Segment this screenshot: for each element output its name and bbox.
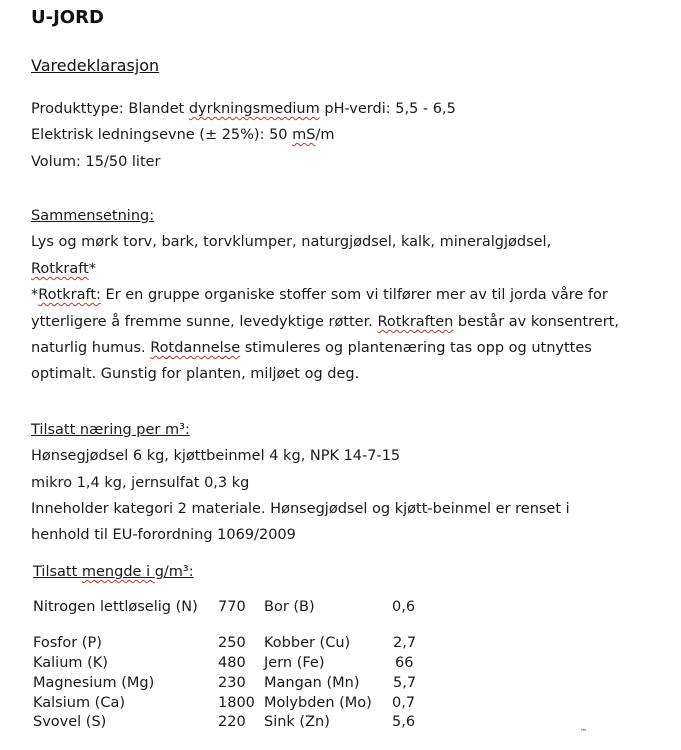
nutrient-name: Fosfor (P) [33, 635, 102, 651]
added-nutrition-line: henhold til EU-forordning 1069/2009 [31, 527, 296, 543]
nutrient-value: 0,6 [392, 599, 416, 615]
nutrient-value: 2,7 [393, 635, 417, 651]
spec-product-type: Produkttype: Blandet dyrkningsmedium pH-verdi: 5,5 - 6,5 [31, 101, 456, 117]
section-title-declaration: Varedeklarasjon [31, 56, 160, 75]
spellcheck-word: mS [292, 127, 316, 143]
composition-line: *Rotkraft: Er en gruppe organiske stoffer som vi tilfører mer av til jorda våre for [31, 287, 608, 303]
trademark-mark: ™ [580, 728, 587, 736]
nutrient-name: Sink (Zn) [264, 714, 330, 730]
nutrient-name: Svovel (S) [33, 714, 107, 730]
spellcheck-word: mengde i [81, 564, 155, 580]
added-nutrition-line: mikro 1,4 kg, jernsulfat 0,3 kg [31, 475, 250, 491]
nutrient-name: Molybden (Mo) [264, 695, 372, 711]
nutrient-name: Nitrogen lettløselig (N) [33, 599, 198, 615]
nutrient-value: 220 [218, 714, 246, 730]
nutrient-value: 0,7 [392, 695, 416, 711]
composition-heading: Sammensetning: [31, 208, 155, 224]
nutrient-value: 770 [218, 599, 246, 615]
composition-line: Lys og mørk torv, bark, torvklumper, naturgjødsel, kalk, mineralgjødsel, [31, 234, 552, 250]
spellcheck-word: Rotkraft: [38, 287, 101, 303]
nutrient-name: Kalium (K) [33, 655, 108, 671]
nutrient-name: Mangan (Mn) [264, 675, 360, 691]
spellcheck-word: Rotkraft [31, 261, 89, 277]
spellcheck-word: Rotkraften [377, 314, 454, 330]
added-nutrition-line: Inneholder kategori 2 materiale. Hønsegjødsel og kjøtt-beinmel er renset i [31, 501, 570, 517]
nutrient-name: Magnesium (Mg) [33, 675, 155, 691]
composition-line: naturlig humus. Rotdannelse stimuleres og plantenæring tas opp og utnyttes [31, 340, 592, 356]
spellcheck-word: dyrkningsmedium [188, 101, 320, 117]
nutrient-name: Jern (Fe) [264, 655, 325, 671]
amounts-heading: Tilsatt mengde i g/m³: [33, 564, 194, 580]
composition-line: Rotkraft* [31, 261, 97, 277]
spec-conductivity: Elektrisk ledningsevne (± 25%): 50 mS/m [31, 127, 335, 143]
composition-line: ytterligere å fremme sunne, levedyktige røtter. Rotkraften består av konsentrert, [31, 314, 619, 330]
nutrient-value: 5,6 [392, 714, 416, 730]
nutrient-value: 5,7 [393, 675, 417, 691]
document-title: U-JORD [31, 7, 104, 28]
spellcheck-word: Rotdannelse [150, 340, 241, 356]
spec-volume: Volum: 15/50 liter [31, 154, 161, 170]
nutrient-value: 230 [218, 675, 246, 691]
nutrient-value: 480 [218, 655, 246, 671]
nutrient-value: 66 [395, 655, 414, 671]
nutrient-value: 250 [218, 635, 246, 651]
nutrient-name: Kobber (Cu) [264, 635, 351, 651]
added-nutrition-heading: Tilsatt næring per m³: [31, 422, 190, 438]
added-nutrition-line: Hønsegjødsel 6 kg, kjøttbeinmel 4 kg, NPK 14-7-15 [31, 448, 401, 464]
nutrient-name: Kalsium (Ca) [33, 695, 125, 711]
nutrient-value: 1800 [218, 695, 255, 711]
nutrient-name: Bor (B) [264, 599, 315, 615]
composition-line: optimalt. Gunstig for planten, miljøet og deg. [31, 366, 360, 382]
